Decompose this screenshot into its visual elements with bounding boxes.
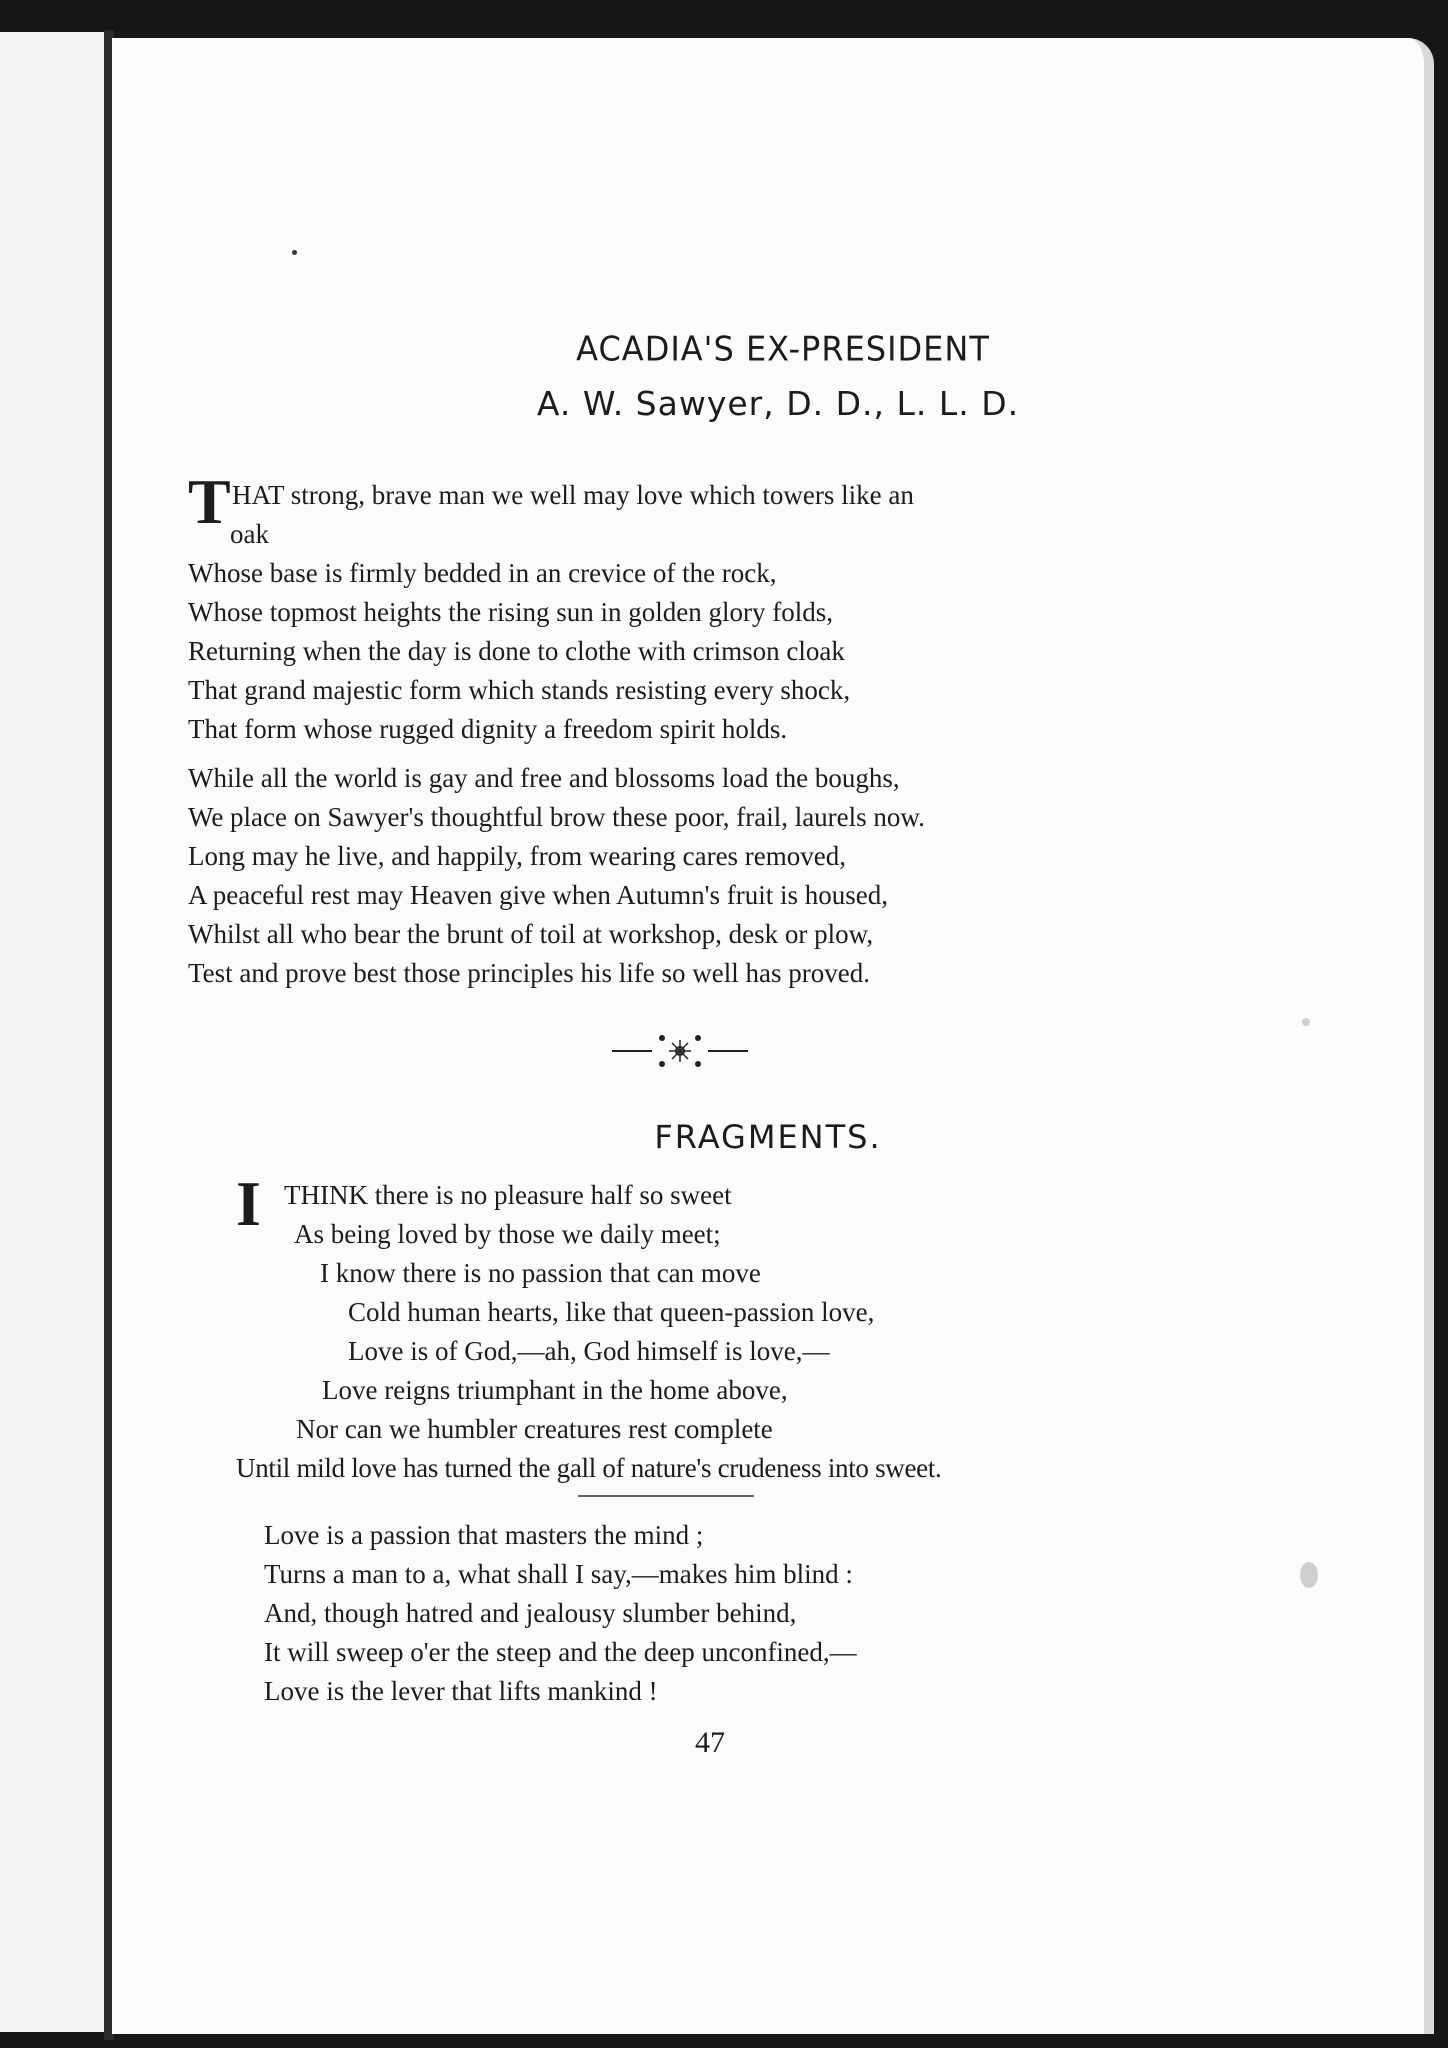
section-divider (578, 1495, 754, 1497)
poem-line: Returning when the day is done to clothe with crimson cloak (188, 636, 845, 666)
poem-line: Long may he live, and happily, from wearing cares removed, (188, 841, 847, 871)
poem-line: A peaceful rest may Heaven give when Autumn's fruit is housed, (188, 880, 888, 910)
poem-line: Turns a man to a, what shall I say,—makes him blind : (264, 1559, 853, 1589)
drop-cap: I (236, 1168, 261, 1239)
poem-line: While all the world is gay and free and blossoms load the boughs, (188, 763, 900, 793)
poem-line: It will sweep o'er the steep and the deep unconfined,— (264, 1637, 857, 1667)
section-ornament (610, 1028, 750, 1078)
poem-line: Whose base is firmly bedded in an crevice of the rock, (188, 558, 777, 588)
first-line-continuation: oak (230, 519, 269, 549)
poem-line: Love is of God,—ah, God himself is love,— (348, 1336, 830, 1366)
poem-line: That grand majestic form which stands resisting every shock, (188, 675, 851, 705)
poem-subtitle: A. W. Sawyer, D. D., L. L. D. (536, 384, 1020, 423)
poem-line: That form whose rugged dignity a freedom spirit holds. (188, 714, 788, 744)
paper-blemish (1300, 1562, 1318, 1588)
poem-body (236, 1168, 1316, 1488)
poem-line: I know there is no passion that can move (320, 1258, 761, 1288)
left-page-edge (0, 32, 106, 2032)
poem-body (188, 466, 1308, 993)
poem-line: Cold human hearts, like that queen-passion love, (348, 1297, 875, 1327)
poem-title: FRAGMENTS. (654, 1118, 882, 1156)
print-speck (292, 250, 297, 255)
poem-line: As being loved by those we daily meet; (294, 1219, 721, 1249)
poem-line: Love reigns triumphant in the home above, (322, 1375, 788, 1405)
first-line-text: THINK there is no pleasure half so sweet (284, 1180, 732, 1210)
poem-line: Love is a passion that masters the mind ; (264, 1520, 704, 1550)
book-page (112, 38, 1434, 2034)
poem-title: ACADIA'S EX-PRESIDENT (576, 329, 990, 369)
poem-line: Love is the lever that lifts mankind ! (264, 1676, 658, 1706)
first-line-text: HAT strong, brave man we well may love which towers like an (232, 480, 914, 510)
poem-line: We place on Sawyer's thoughtful brow these poor, frail, laurels now. (188, 802, 925, 832)
poem-line: Whilst all who bear the brunt of toil at workshop, desk or plow, (188, 919, 874, 949)
poem-line: And, though hatred and jealousy slumber behind, (264, 1598, 797, 1628)
flourish-icon (610, 1028, 750, 1078)
poem-line: Nor can we humbler creatures rest complete (296, 1414, 773, 1444)
drop-cap: T (188, 466, 231, 537)
stanza-break (188, 749, 1308, 759)
poem-body (264, 1516, 1264, 1711)
poem-line: Until mild love has turned the gall of nature's crudeness into sweet. (236, 1453, 942, 1483)
paper-blemish (1302, 1018, 1310, 1026)
poem-line: Test and prove best those principles his life so well has proved. (188, 958, 870, 988)
poem-line: Whose topmost heights the rising sun in golden glory folds, (188, 597, 833, 627)
page-number: 47 (695, 1726, 725, 1759)
